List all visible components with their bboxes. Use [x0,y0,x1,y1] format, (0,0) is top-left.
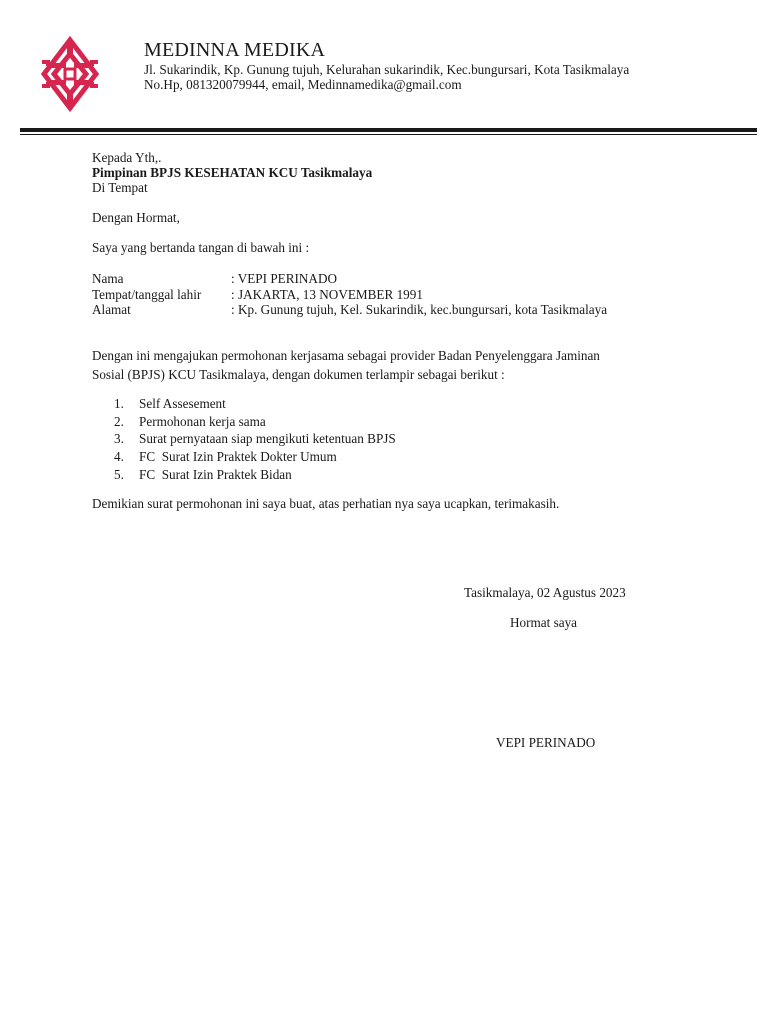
list-item-text: Surat pernyataan siap mengikuti ketentuan BPJS [139,431,396,446]
field-label-name: Nama [92,271,124,286]
signer-name: VEPI PERINADO [496,735,596,750]
list-item-text: Self Assesement [139,396,226,411]
field-label-birth: Tempat/tanggal lahir [92,287,202,302]
list-item-text: Permohonan kerja sama [139,414,266,429]
organization-name: MEDINNA MEDIKA [144,39,326,61]
field-value-address: : Kp. Gunung tujuh, Kel. Sukarindik, kec.bungursari, kota Tasikmalaya [231,302,608,317]
field-value-name: : VEPI PERINADO [231,271,337,286]
field-value-birth: : JAKARTA, 13 NOVEMBER 1991 [231,287,423,302]
medinna-medika-logo [40,36,100,112]
recipient-salutation: Kepada Yth,. [92,150,162,165]
list-item-number: 4. [114,449,124,464]
signature-closing: Hormat saya [510,615,578,630]
request-paragraph-line-2: Sosial (BPJS) KCU Tasikmalaya, dengan dokumen terlampir sebagai berikut : [92,367,505,382]
list-item-number: 2. [114,414,124,429]
list-item-text: FC Surat Izin Praktek Dokter Umum [139,449,337,464]
recipient-name: Pimpinan BPJS KESEHATAN KCU Tasikmalaya [92,165,373,180]
list-item-number: 5. [114,467,124,482]
field-label-address: Alamat [92,302,131,317]
logo-knot-icon [40,36,100,112]
recipient-place: Di Tempat [92,180,148,195]
list-item-number: 1. [114,396,124,411]
closing-paragraph: Demikian surat permohonan ini saya buat, atas perhatian nya saya ucapkan, terimakasih. [92,496,560,511]
organization-address: Jl. Sukarindik, Kp. Gunung tujuh, Kelurahan sukarindik, Kec.bungursari, Kota Tasikmalaya [144,62,630,77]
list-item-number: 3. [114,431,124,446]
request-paragraph-line-1: Dengan ini mengajukan permohonan kerjasama sebagai provider Badan Penyelenggara Jaminan [92,348,600,363]
greeting: Dengan Hormat, [92,210,180,225]
letterhead-divider-thick [20,128,757,132]
list-item-text: FC Surat Izin Praktek Bidan [139,467,292,482]
letterhead-divider-thin [20,134,757,135]
signature-place-date: Tasikmalaya, 02 Agustus 2023 [464,585,626,600]
organization-contact: No.Hp, 081320079944, email, Medinnamedika@gmail.com [144,77,462,92]
intro-text: Saya yang bertanda tangan di bawah ini : [92,240,310,255]
